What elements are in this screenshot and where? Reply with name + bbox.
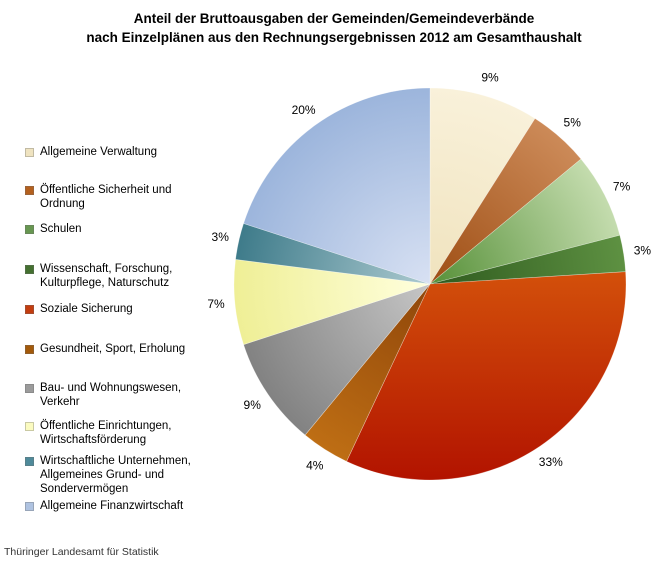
percent-label: 3% xyxy=(633,243,652,258)
chart-title-line2: nach Einzelplänen aus den Rechnungsergebnissen 2012 am Gesamthaushalt xyxy=(86,30,582,45)
legend-swatch xyxy=(25,457,34,466)
percent-label: 7% xyxy=(612,179,631,194)
legend-item xyxy=(25,222,210,236)
legend-item-label: Wissenschaft, Forschung, Kulturpflege, Naturschutz xyxy=(40,263,173,289)
legend-swatch xyxy=(25,502,34,511)
legend-swatch xyxy=(25,186,34,195)
legend-swatch xyxy=(25,265,34,274)
percent-label: 5% xyxy=(563,115,581,130)
legend-item-label: Schulen xyxy=(40,223,82,235)
percent-label: 7% xyxy=(207,297,225,312)
legend-item xyxy=(25,342,210,356)
legend-item-label: Öffentliche Sicherheit und Ordnung xyxy=(40,184,172,210)
legend-item xyxy=(25,499,210,513)
legend-item-label: Allgemeine Finanzwirtschaft xyxy=(40,500,184,512)
legend-swatch xyxy=(25,305,34,314)
percent-label: 20% xyxy=(291,103,316,118)
percent-label: 33% xyxy=(538,454,563,469)
legend-item-label: Soziale Sicherung xyxy=(40,303,133,315)
percent-label: 3% xyxy=(211,230,229,245)
legend-item-label: Bau- und Wohnungswesen, Verkehr xyxy=(40,382,182,408)
legend-item xyxy=(25,145,210,159)
legend-swatch xyxy=(25,148,34,157)
legend-swatch xyxy=(25,422,34,431)
legend-item xyxy=(25,454,210,496)
legend-swatch xyxy=(25,384,34,393)
legend-item-label: Wirtschaftliche Unternehmen, Allgemeines Grund- und Sondervermögen xyxy=(40,455,191,495)
legend-item xyxy=(25,419,210,447)
chart-title-line1: Anteil der Bruttoausgaben der Gemeinden/Gemeindeverbände xyxy=(133,11,535,26)
percent-label: 4% xyxy=(306,458,324,473)
legend-item-label: Allgemeine Verwaltung xyxy=(40,146,157,158)
legend-swatch xyxy=(25,225,34,234)
percent-label: 9% xyxy=(243,397,261,412)
legend-item xyxy=(25,262,210,290)
legend-item xyxy=(25,302,210,316)
legend-item-label: Öffentliche Einrichtungen, Wirtschaftsförderung xyxy=(40,420,172,446)
legend-item xyxy=(25,381,210,409)
legend-item-label: Gesundheit, Sport, Erholung xyxy=(40,343,186,355)
legend-swatch xyxy=(25,345,34,354)
legend-item xyxy=(25,183,210,211)
source-text: Thüringer Landesamt für Statistik xyxy=(4,546,159,558)
percent-label: 9% xyxy=(481,70,499,85)
